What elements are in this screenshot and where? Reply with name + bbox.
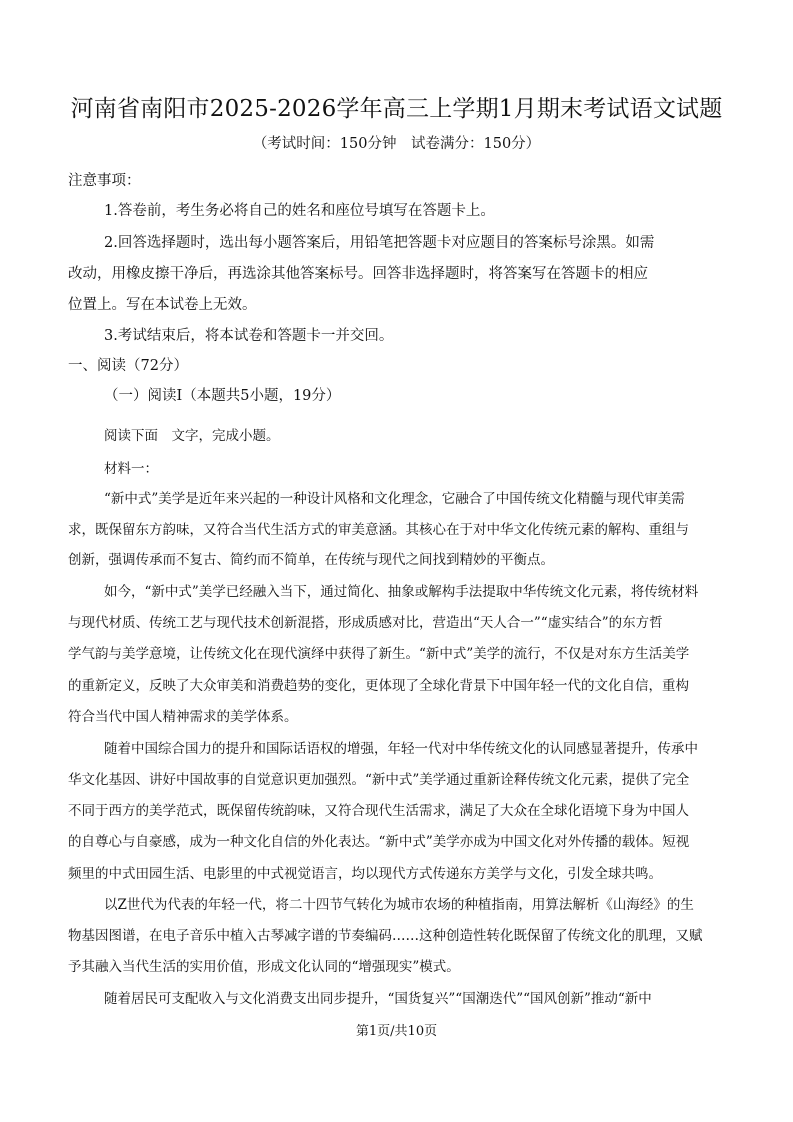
paragraph-3-line-5: 频里的中式田园生活、电影里的中式视觉语言，均以现代方式传递东方美学与文化，引发全球共鸣。 — [68, 866, 662, 882]
paragraph-2-line-1: 如今，“新中式”美学已经融入当下，通过简化、抽象或解构手法提取中华传统文化元素，将传统材料 — [104, 584, 699, 600]
notice-item-3: 3.考试结束后，将本试卷和答题卡一并交回。 — [104, 328, 394, 344]
notice-item-2-line-2: 改动，用橡皮擦干净后，再选涂其他答案标号。回答非选择题时，将答案写在答题卡的相应 — [68, 266, 648, 282]
paragraph-2-line-3: 学气韵与美学意境，让传统文化在现代演绎中获得了新生。“新中式”美学的流行，不仅是对东方生活美学 — [68, 646, 690, 662]
notice-item-2-line-1: 2.回答选择题时，选出每小题答案后，用铅笔把答题卡对应题目的答案标号涂黑。如需 — [104, 235, 655, 251]
paragraph-1-line-3: 创新，强调传承而不复古、简约而不简单，在传统与现代之间找到精妙的平衡点。 — [68, 552, 554, 568]
paragraph-3-line-2: 华文化基因、讲好中国故事的自觉意识更加强烈。“新中式”美学通过重新诠释传统文化元素，提供了完全 — [68, 772, 690, 788]
page-title: 河南省南阳市2025-2026学年高三上学期1月期末考试语文试题 — [70, 96, 723, 122]
subsection-heading: （一）阅读Ⅰ（本题共5小题，19分） — [104, 388, 341, 404]
paragraph-4-line-3: 予其融入当代生活的实用价值，形成文化认同的“增强现实”模式。 — [68, 959, 460, 975]
paragraph-4-line-1: 以Z世代为代表的年轻一代，将二十四节气转化为城市农场的种植指南，用算法解析《山海经》的生 — [104, 897, 694, 913]
paragraph-4-line-2: 物基因图谱，在电子音乐中植入古琴减字谱的节奏编码……这种创造性转化既保留了传统文化的肌理，又赋 — [68, 928, 703, 944]
section-heading: 一、阅读（72分） — [68, 358, 188, 374]
reading-instruction: 阅读下面 文字，完成小题。 — [104, 428, 280, 444]
paragraph-3-line-1: 随着中国综合国力的提升和国际话语权的增强，年轻一代对中华传统文化的认同感显著提升，传承中 — [104, 741, 698, 757]
notice-heading: 注意事项： — [68, 173, 141, 189]
page-number: 第1页/共10页 — [355, 1024, 438, 1039]
paragraph-2-line-4: 的重新定义，反映了大众审美和消费趋势的变化，更体现了全球化背景下中国年轻一代的文化自信，重构 — [68, 678, 689, 694]
paragraph-1-line-1: “新中式”美学是近年来兴起的一种设计风格和文化理念，它融合了中国传统文化精髓与现代审美需 — [104, 491, 685, 507]
notice-item-2-line-3: 位置上。写在本试卷上无效。 — [68, 297, 257, 313]
paragraph-5-line-1: 随着居民可支配收入与文化消费支出同步提升，“国货复兴”“国潮迭代”“国风创新”推动“新中 — [104, 991, 652, 1007]
paragraph-3-line-3: 不同于西方的美学范式，既保留传统韵味，又符合现代生活需求，满足了大众在全球化语境下身为中国人 — [68, 803, 689, 819]
paragraph-1-line-2: 求，既保留东方韵味，又符合当代生活方式的审美意涵。其核心在于对中华文化传统元素的解构、重组与 — [68, 522, 689, 538]
notice-item-1: 1.答卷前，考生务必将自己的姓名和座位号填写在答题卡上。 — [104, 203, 495, 219]
paragraph-3-line-4: 的自尊心与自豪感，成为一种文化自信的外化表达。“新中式”美学亦成为中国文化对外传播的载体。短视 — [68, 834, 690, 850]
paragraph-2-line-2: 与现代材质、传统工艺与现代技术创新混搭，形成质感对比，营造出“天人合一”“虚实结合”的东方哲 — [68, 615, 663, 631]
paragraph-2-line-5: 符合当代中国人精神需求的美学体系。 — [68, 709, 298, 725]
exam-info: （考试时间：150分钟 试卷满分：150分） — [252, 136, 541, 152]
material-label: 材料一： — [104, 461, 158, 477]
